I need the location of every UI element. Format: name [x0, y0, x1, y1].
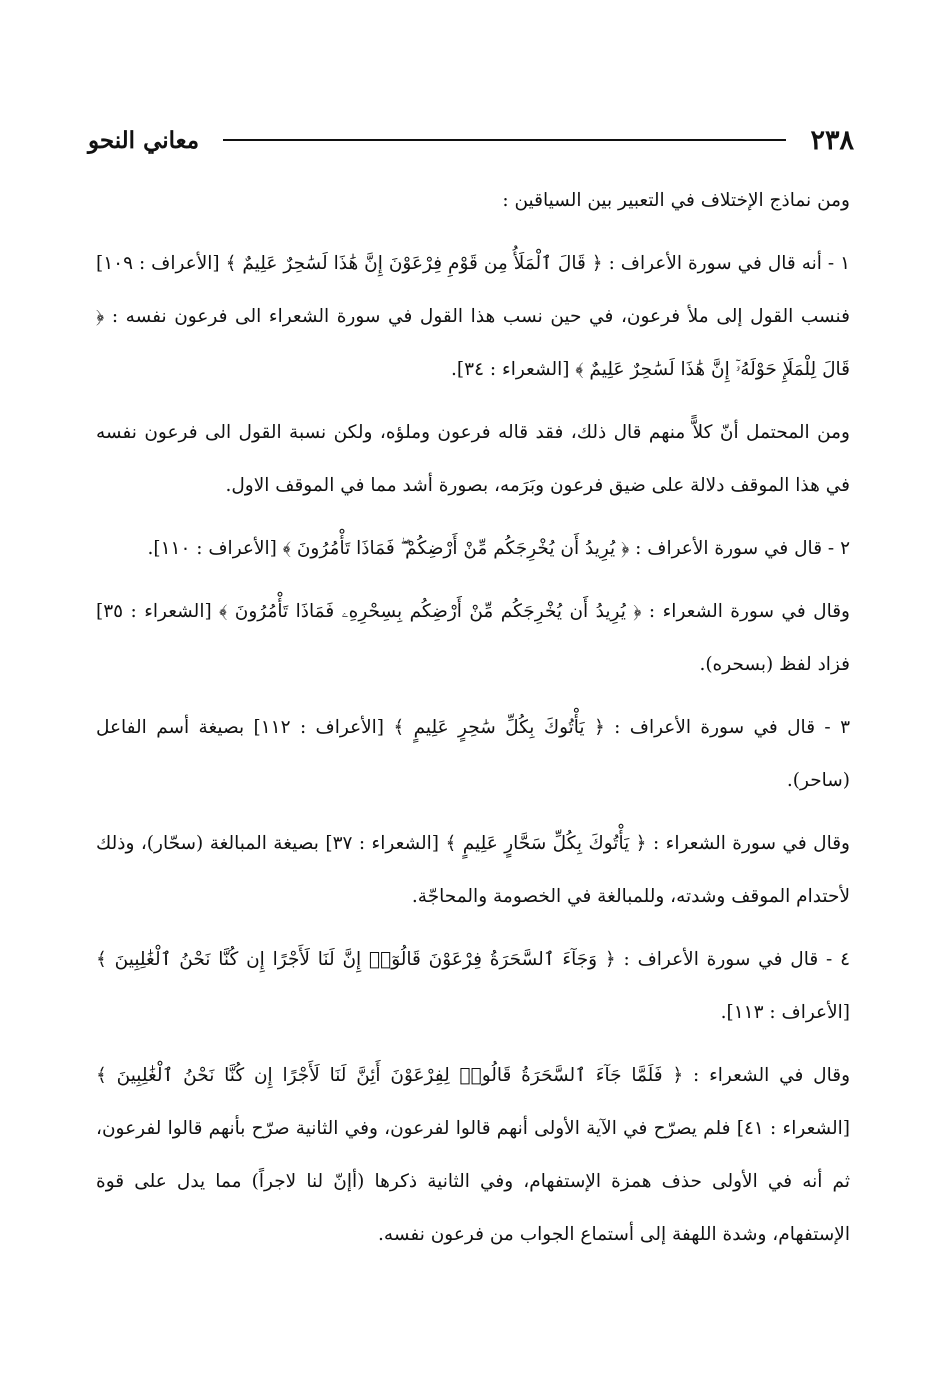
page-body	[96, 174, 850, 1267]
paragraph-example-4b: وقال في الشعراء : ﴿ فَلَمَّا جَآءَ ٱلسَّحَرَةُ قَالُوا۟ لِفِرْعَوْنَ أَئِنَّ لَنَا لَأَجْرًا إِن كُنَّا نَحْنُ ٱلْغَٰلِبِينَ ﴾ [الشعراء : ٤١] فلم يصرّح في الآية الأولى أنهم قالوا لفرعون، وفي الثانية صرّح بأنهم قالوا لفرعون، ثم أنه في الأولى حذف همزة الإستفهام، وفي الثانية ذكرها (أإنّ لنا لاجراً) مما يدل على قوة الإستفهام، وشدة اللهفة إلى أستماع الجواب من فرعون نفسه.	[96, 1065, 851, 1245]
paragraph-example-1: ١ - أنه قال في سورة الأعراف : ﴿ قَالَ ٱلْمَلَأُ مِن قَوْمِ فِرْعَوْنَ إِنَّ هَٰذَا لَسَٰحِرٌ عَلِيمٌ ﴾ [الأعراف : ١٠٩] فنسب القول إلى ملأ فرعون، في حين نسب هذا القول في سورة الشعراء الى فرعون نفسه : ﴿ قَالَ لِلْمَلَإِ حَوْلَهُۥٓ إِنَّ هَٰذَا لَسَٰحِرٌ عَلِيمٌ ﴾ [الشعراء : ٣٤].	[96, 253, 850, 380]
running-title: معاني النحو	[88, 126, 200, 154]
paragraph-example-4a: ٤ - قال في سورة الأعراف : ﴿ وَجَآءَ ٱلسَّحَرَةُ فِرْعَوْنَ قَالُوٓا۟ إِنَّ لَنَا لَأَجْرًا إِن كُنَّا نَحْنُ ٱلْغَٰلِبِينَ ﴾ [الأعراف : ١١٣].	[96, 949, 850, 1023]
page-header	[88, 118, 854, 162]
page-number: ٢٣٨	[810, 124, 854, 156]
paragraph-example-3a: ٣ - قال في سورة الأعراف : ﴿ يَأْتُوكَ بِكُلِّ سَٰحِرٍ عَلِيمٍ ﴾ [الأعراف : ١١٢] بصيغة أسم الفاعل (ساحر).	[96, 717, 850, 791]
paragraph-example-2a: ٢ - قال في سورة الأعراف : ﴿ يُرِيدُ أَن يُخْرِجَكُم مِّنْ أَرْضِكُمْ ۖ فَمَاذَا تَأْمُرُونَ ﴾ [الأعراف : ١١٠].	[147, 538, 850, 559]
paragraph-example-3b: وقال في سورة الشعراء : ﴿ يَأْتُوكَ بِكُلِّ سَحَّارٍ عَلِيمٍ ﴾ [الشعراء : ٣٧] بصيغة المبالغة (سحّار)، وذلك لأحتدام الموقف وشدته، وللمبالغة في الخصومة والمحاجّة.	[96, 833, 850, 907]
paragraph-example-2b: وقال في سورة الشعراء : ﴿ يُرِيدُ أَن يُخْرِجَكُم مِّنْ أَرْضِكُم بِسِحْرِهِۦ فَمَاذَا تَأْمُرُونَ ﴾ [الشعراء : ٣٥] فزاد لفظ (بسحره).	[96, 601, 850, 675]
header-rule	[223, 139, 786, 141]
paragraph-intro: ومن نماذج الإختلاف في التعبير بين السياقين :	[502, 190, 850, 211]
paragraph-commentary-1: ومن المحتمل أنّ كلاًّ منهم قال ذلك، فقد قاله فرعون وملؤه، ولكن نسبة القول الى فرعون نفسه في هذا الموقف دلالة على ضيق فرعون وبَرَمه، بصورة أشد مما في الموقف الاول.	[96, 422, 850, 496]
